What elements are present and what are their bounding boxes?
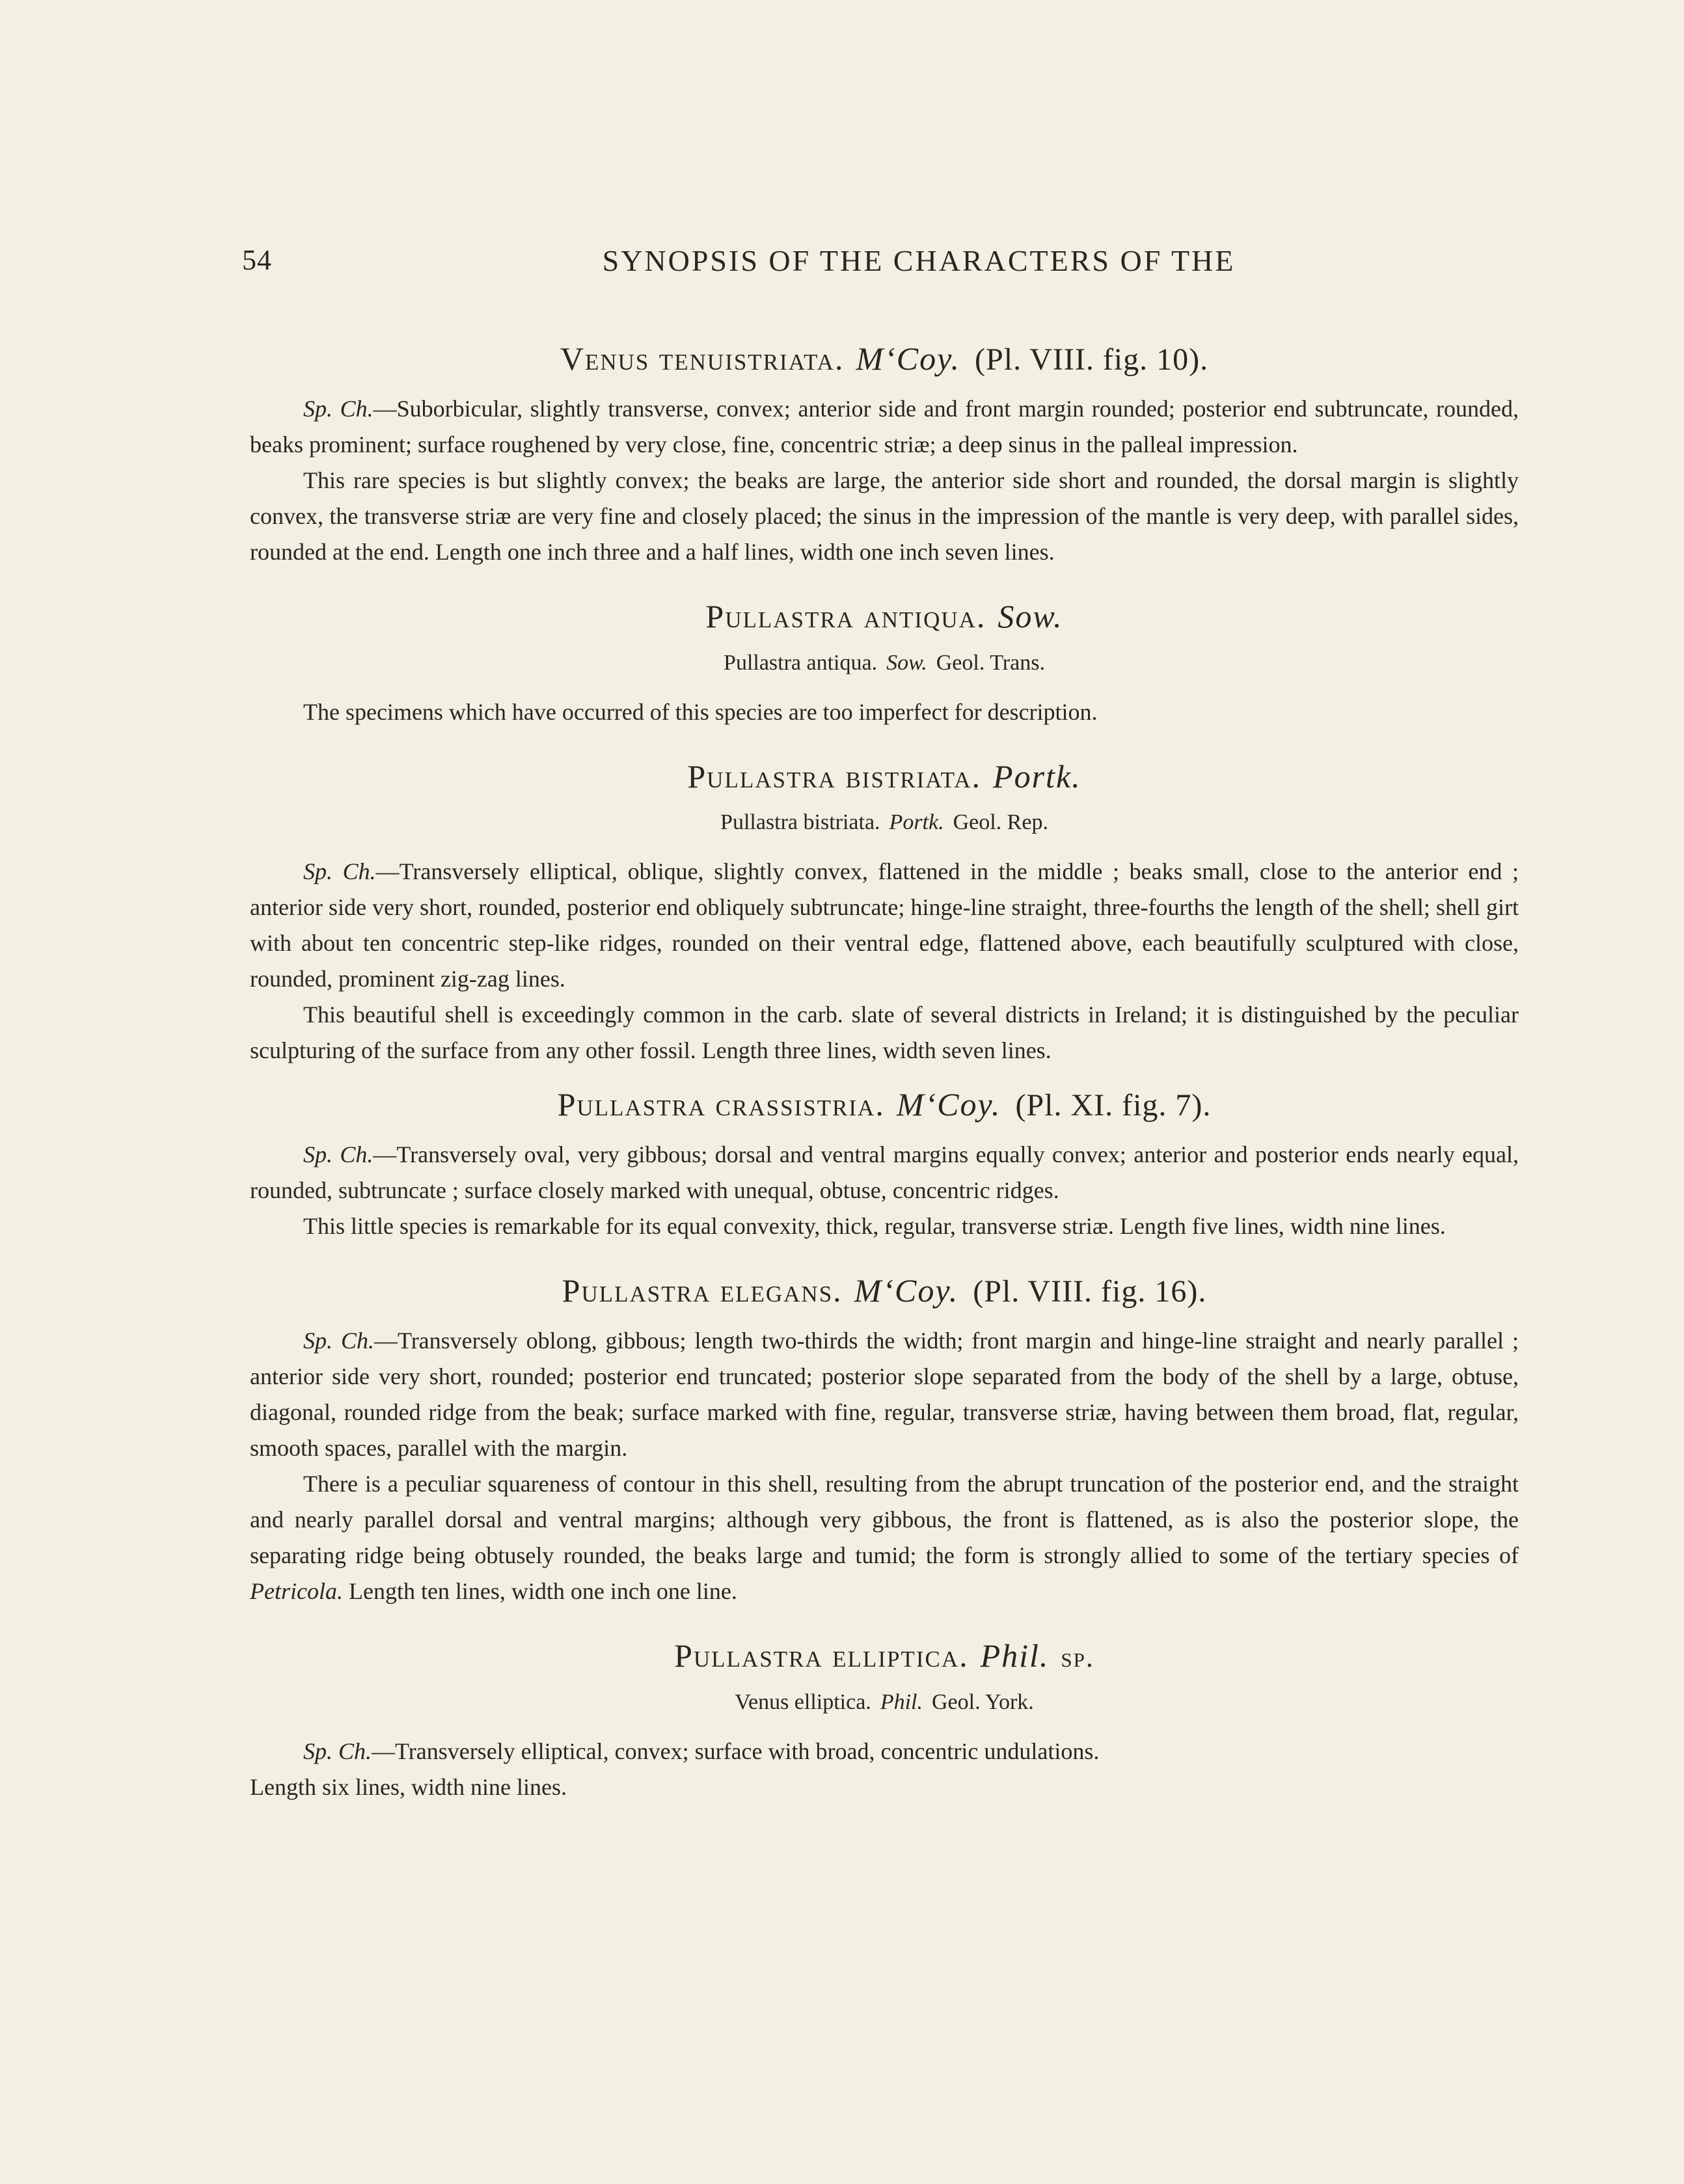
sp-ch-label: Sp. Ch.: [303, 858, 376, 885]
species-characters: [250, 1323, 1519, 1466]
sp-ch-label: Sp. Ch.: [303, 1141, 373, 1168]
plate-reference: (Pl. VIII. fig. 16).: [973, 1274, 1207, 1309]
species-author: M‘Coy.: [896, 1086, 1001, 1123]
synonym-name: Venus elliptica.: [735, 1689, 871, 1714]
plate-reference: (Pl. VIII. fig. 10).: [975, 342, 1209, 377]
species-section: [250, 596, 1519, 730]
species-name: Venus tenuistriata.: [560, 340, 845, 377]
species-author: Phil.: [980, 1637, 1050, 1674]
synonym-reference: Geol. York.: [931, 1689, 1034, 1714]
description-text: This rare species is but slightly convex; the beaks are large, the anterior side short and rounded, the dorsal margin is slightly convex, the transverse striæ are very fine and closely placed; the sinus in the impression of the mantle is very deep, with parallel sides, rounded at the end. Length one inch three and a half lines, width one inch seven lines.: [250, 467, 1519, 565]
description-text: There is a peculiar squareness of contour in this shell, resulting from the abrupt truncation of the posterior end, and the straight and nearly parallel dorsal and ventral margins; although very gibbous, the front is flattened, as is also the posterior slope, the separating ridge being obtusely rounded, the beaks large and tumid; the form is strongly allied to some of the tertiary species of: [250, 1471, 1519, 1569]
species-heading: [250, 1270, 1519, 1311]
description-paragraph: [250, 463, 1519, 570]
species-characters: [250, 854, 1519, 997]
synonym-line: [250, 1688, 1519, 1717]
description-text: —Transversely oblong, gibbous; length two-thirds the width; front margin and hinge-line straight and nearly parallel ; anterior side very short, rounded; posterior end truncated; posterior slope separated from the body of the shell by a large, obtuse, diagonal, rounded ridge from the beak; surface marked with fine, regular, transverse striæ, having between them broad, flat, regular, smooth spaces, parallel with the margin.: [250, 1328, 1519, 1462]
description-paragraph: [250, 1208, 1519, 1244]
species-heading: [250, 1635, 1519, 1676]
synonym-reference: Geol. Trans.: [936, 650, 1045, 675]
description-paragraph: [250, 997, 1519, 1069]
species-section: [250, 1084, 1519, 1244]
synonym-line: [250, 808, 1519, 837]
description-text: This beautiful shell is exceedingly common in the carb. slate of several districts in Ireland; it is distinguished by the peculiar sculpturing of the surface from any other fossil. Length three lines, width seven lines.: [250, 1002, 1519, 1064]
description-text: —Transversely elliptical, oblique, slightly convex, flattened in the middle ; beaks small, close to the anterior end ; anterior side very short, rounded, posterior end obliquely subtruncate; hinge-line straight, three-fourths the length of the shell; shell girt with about ten concentric step-like ridges, rounded on their ventral edge, flattened above, each beautifully sculptured with close, rounded, prominent zig-zag lines.: [250, 858, 1519, 992]
description-text: —Suborbicular, slightly transverse, convex; anterior side and front margin rounded; posterior end subtruncate, rounded, beaks prominent; surface roughened by very close, fine, concentric striæ; a deep sinus in the palleal impression.: [250, 396, 1519, 457]
species-author: M‘Coy.: [854, 1272, 959, 1309]
page-number: 54: [242, 244, 272, 276]
sp-ch-label: Sp. Ch.: [303, 1738, 372, 1765]
species-name: Pullastra bistriata.: [687, 758, 982, 795]
species-section: [250, 756, 1519, 1069]
species-characters: [250, 1734, 1519, 1769]
synonym-line: [250, 649, 1519, 677]
species-author: Portk.: [993, 758, 1081, 795]
synonym-name: Pullastra antiqua.: [724, 650, 878, 675]
sp-ch-label: Sp. Ch.: [303, 1328, 374, 1354]
description-text: This little species is remarkable for its equal convexity, thick, regular, transverse striæ. Length five lines, width nine lines.: [303, 1213, 1446, 1240]
description-paragraph: [250, 1466, 1519, 1609]
species-suffix: sp.: [1061, 1641, 1094, 1674]
species-heading: [250, 1084, 1519, 1125]
species-section: [250, 1635, 1519, 1805]
section-spacer: [250, 1609, 1519, 1635]
species-name: Pullastra crassistria.: [557, 1086, 885, 1123]
description-paragraph: [250, 1769, 1519, 1805]
species-section: [250, 1270, 1519, 1609]
sp-ch-label: Sp. Ch.: [303, 396, 373, 422]
species-name: Pullastra antiqua.: [705, 598, 986, 635]
section-spacer: [250, 1069, 1519, 1084]
species-heading: [250, 756, 1519, 797]
description-text: Length six lines, width nine lines.: [250, 1774, 567, 1801]
synonym-author: Phil.: [880, 1689, 923, 1714]
species-section: [250, 338, 1519, 570]
species-name: Pullastra elliptica.: [674, 1637, 969, 1674]
page-content: [250, 338, 1519, 1805]
synonym-author: Sow.: [886, 650, 927, 675]
genus-name: Petricola.: [250, 1578, 343, 1605]
species-author: M‘Coy.: [856, 340, 961, 377]
description-paragraph: [250, 694, 1519, 730]
species-characters: [250, 391, 1519, 463]
species-name: Pullastra elegans.: [562, 1272, 843, 1309]
section-spacer: [250, 570, 1519, 596]
plate-reference: (Pl. XI. fig. 7).: [1015, 1088, 1212, 1123]
species-heading: [250, 596, 1519, 637]
species-heading: [250, 338, 1519, 379]
synonym-reference: Geol. Rep.: [953, 810, 1048, 835]
description-text: —Transversely oval, very gibbous; dorsal and ventral margins equally convex; anterior and posterior ends nearly equal, rounded, subtruncate ; surface closely marked with unequal, obtuse, concentric ridges.: [250, 1141, 1519, 1204]
species-author: Sow.: [998, 598, 1063, 635]
running-title: SYNOPSIS OF THE CHARACTERS OF THE: [602, 244, 1236, 277]
description-text: Length ten lines, width one inch one line.: [342, 1578, 737, 1605]
running-head: [242, 243, 1530, 289]
description-text: The specimens which have occurred of this species are too imperfect for description.: [303, 698, 1098, 725]
description-text: —Transversely elliptical, convex; surface with broad, concentric undulations.: [372, 1738, 1100, 1765]
synonym-author: Portk.: [889, 810, 944, 835]
section-spacer: [250, 1244, 1519, 1270]
synonym-name: Pullastra bistriata.: [720, 810, 880, 835]
section-spacer: [250, 730, 1519, 756]
species-characters: [250, 1137, 1519, 1208]
